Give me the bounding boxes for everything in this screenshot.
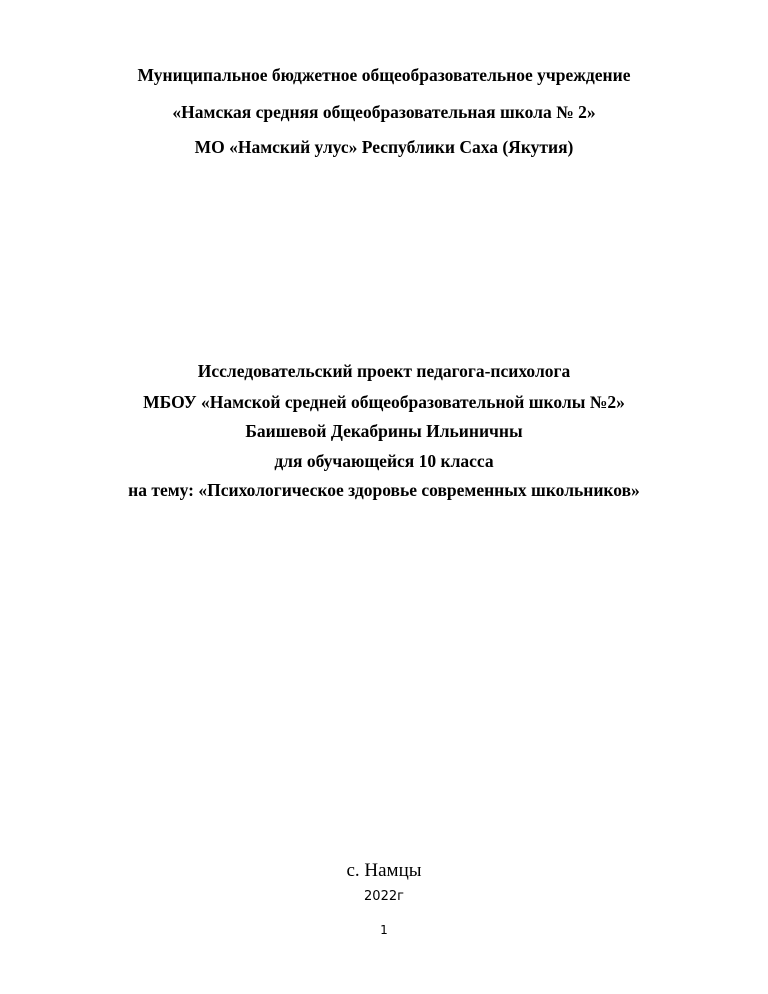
year: 2022г xyxy=(364,889,404,904)
place-name: с. Намцы xyxy=(346,860,422,881)
institution-name: Муниципальное бюджетное общеобразовательное учреждение xyxy=(137,65,631,85)
project-type: Исследовательский проект педагога-психолога xyxy=(197,361,571,381)
project-school: МБОУ «Намской средней общеобразовательной школы №2» xyxy=(143,392,625,412)
project-audience: для обучающейся 10 класса xyxy=(274,451,494,471)
page-number: 1 xyxy=(380,923,388,937)
project-topic: на тему: «Психологическое здоровье современных школьников» xyxy=(128,480,640,500)
school-name: «Намская средняя общеобразовательная школа № 2» xyxy=(172,102,596,122)
project-author: Баишевой Декабрины Ильиничны xyxy=(245,421,523,441)
municipality-name: МО «Намский улус» Республики Саха (Якутия) xyxy=(194,137,574,157)
